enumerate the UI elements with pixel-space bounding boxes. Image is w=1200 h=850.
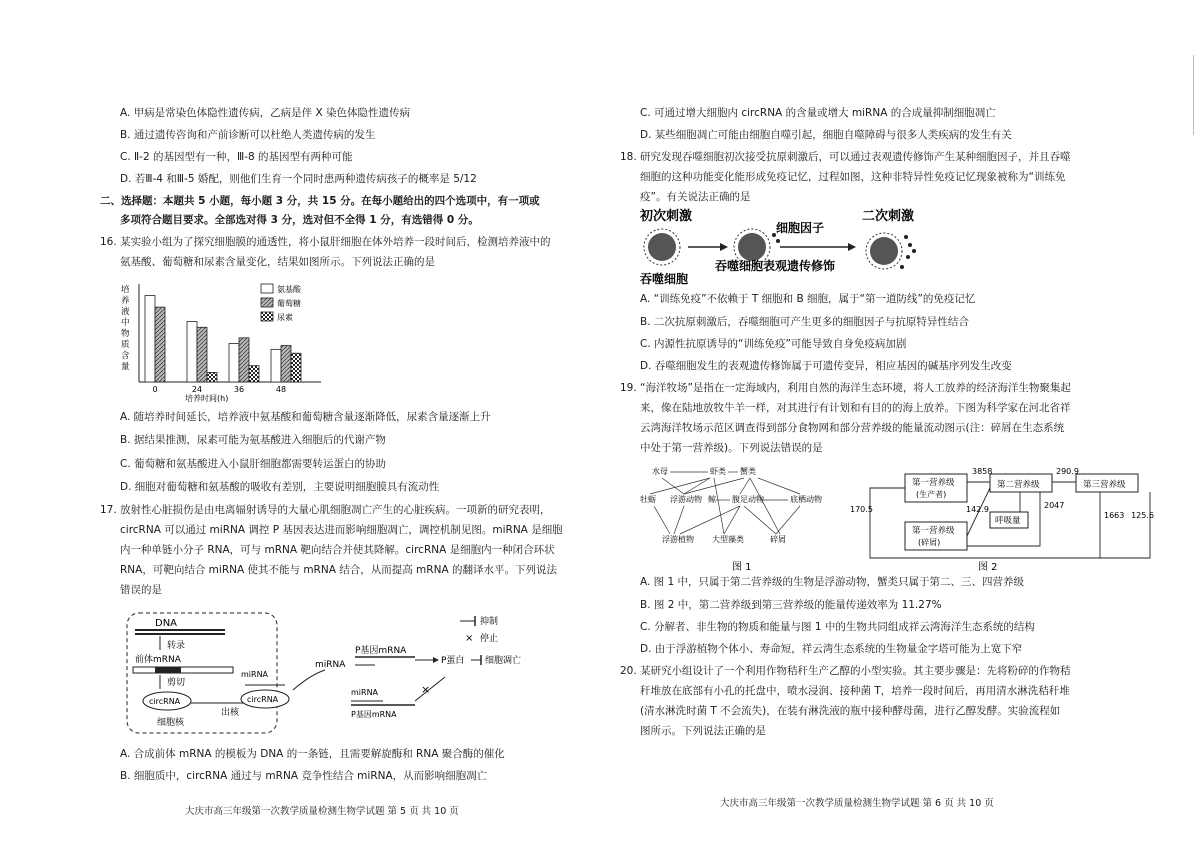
footer-right: 大庆市高三年级第一次教学质量检测生物学试题 第 6 页 共 10 页 bbox=[720, 798, 994, 809]
ylabel-char: 养 bbox=[121, 296, 130, 306]
x-tick-48: 48 bbox=[275, 385, 287, 394]
q19-stem: 19. “海洋牧场”是指在一定海域内，利用自然的海洋生态环境，将人工放养的经济海洋生物聚集起 bbox=[620, 382, 1071, 394]
ylabel-char: 培 bbox=[121, 285, 130, 295]
figure-1-caption: 图 1 bbox=[732, 562, 752, 572]
bound-mirna-label: miRNA bbox=[351, 688, 379, 697]
node-fish: 鲸 bbox=[708, 495, 716, 504]
chart-xlabel: 培养时间(h) bbox=[185, 394, 229, 403]
macrophage-label: 吞噬细胞 bbox=[640, 272, 689, 286]
bar-24h-series-2 bbox=[207, 372, 217, 382]
value-2047: 2047 bbox=[1044, 501, 1065, 510]
q15-option-a: A. 甲病是常染色体隐性遗传病，乙病是伴 X 染色体隐性遗传病 bbox=[120, 107, 411, 119]
legend-label-1: 葡萄糖 bbox=[277, 299, 301, 308]
legend-label-2: 尿素 bbox=[277, 313, 293, 322]
value-170-5: 170.5 bbox=[850, 505, 873, 514]
q18-stem-line2: 细胞的这种功能变化能形成免疫记忆，过程如图，这种非特异性免疫记忆现象被称为“训练免 bbox=[640, 171, 1066, 183]
nucleus-label: 细胞核 bbox=[157, 718, 185, 728]
node-crab: 蟹类 bbox=[740, 467, 756, 476]
section-2-heading-line2: 多项符合题目要求。全部选对得 3 分，选对但不全得 1 分，有选错得 0 分。 bbox=[120, 214, 479, 226]
value-142-9: 142.9 bbox=[966, 505, 989, 514]
q18-training-immunity-diagram bbox=[640, 205, 960, 291]
cytokine-label: 细胞因子 bbox=[776, 221, 825, 235]
legend-label-0: 氨基酸 bbox=[277, 285, 301, 294]
bar-0h-series-0 bbox=[145, 296, 155, 382]
q19-option-a: A. 图 1 中，只属于第二营养级的生物是浮游动物，蟹类只属于第二、三、四营养级 bbox=[640, 576, 1025, 588]
q20-stem-line2: 秆堆放在底部有小孔的托盘中，喷水浸润、接种菌 T，培养一段时间后，再用清水淋洗秸秆堆 bbox=[640, 685, 1070, 697]
complex-mirna-label: miRNA bbox=[241, 670, 269, 679]
bar-48h-series-0 bbox=[271, 349, 281, 382]
apoptosis-label: 细胞凋亡 bbox=[485, 656, 522, 666]
dna-label: DNA bbox=[155, 618, 178, 629]
q16-stem-line2: 氨基酸、葡萄糖和尿素含量变化，结果如图所示。下列说法正确的是 bbox=[120, 256, 435, 268]
p-mrna-label: P基因mRNA bbox=[355, 646, 407, 656]
bar-0h-series-1 bbox=[155, 307, 165, 382]
figure-2-caption: 图 2 bbox=[978, 562, 998, 572]
node-oyster: 牡蛎 bbox=[640, 495, 656, 504]
value-1663: 1663 bbox=[1104, 511, 1125, 520]
q16-option-a: A. 随培养时间延长，培养液中氨基酸和葡萄糖含量逐渐降低，尿素含量逐渐上升 bbox=[120, 411, 491, 423]
modification-label: 吞噬细胞表观遗传修饰 bbox=[715, 259, 836, 273]
q19-stem-line2: 来，像在陆地放牧牛羊一样，对其进行有计划和有目的的海上放养。下图为科学家在河北省祥 bbox=[640, 402, 1071, 414]
legend-swatch-2 bbox=[261, 312, 273, 321]
node-zooplankton: 浮游动物 bbox=[670, 495, 702, 504]
q17-stem-line4: RNA，可靶向结合 miRNA 使其不能与 mRNA 结合，从而提高 mRNA 的翻译水平。下列说法 bbox=[120, 564, 557, 576]
q20-stem-line4: 图所示。下列说法正确的是 bbox=[640, 725, 766, 737]
q16-bar-chart bbox=[115, 278, 375, 408]
q20-stem-line3: (清水淋洗时菌 T 不会流失)，在装有淋洗液的瓶中接种酵母菌，进行乙醇发酵。实验流程如 bbox=[640, 705, 1061, 717]
box-producer-label: 第一营养级 bbox=[912, 478, 955, 488]
pre-mrna-label: 前体mRNA bbox=[135, 655, 181, 665]
ylabel-char: 含 bbox=[121, 351, 130, 361]
circrna-label: circRNA bbox=[149, 697, 181, 706]
arrow-1-head bbox=[720, 243, 728, 251]
q18-stem: 18. 研究发现吞噬细胞初次接受抗原刺激后，可以通过表观遗传修饰产生某种细胞因子，并且吞噬 bbox=[620, 151, 1071, 163]
q17-stem-line5: 错误的是 bbox=[120, 584, 162, 596]
node-phytoplankton: 浮游植物 bbox=[662, 535, 694, 544]
q17-option-b: B. 细胞质中，circRNA 通过与 mRNA 竞争性结合 miRNA，从而影响细胞凋亡 bbox=[120, 770, 488, 782]
node-gastropod: 腹足动物 bbox=[732, 495, 764, 504]
ylabel-char: 质 bbox=[121, 340, 130, 350]
translate-arrowhead bbox=[433, 657, 439, 663]
box-respiration-label: 呼吸量 bbox=[995, 516, 1021, 526]
bar-36h-series-2 bbox=[249, 366, 259, 382]
pre-mrna-strand bbox=[133, 667, 233, 673]
second-stimulus-label: 二次刺激 bbox=[862, 209, 915, 224]
cut-label: 剪切 bbox=[167, 678, 186, 688]
chart-ylabel bbox=[121, 284, 130, 372]
q15-option-b: B. 通过遗传咨询和产前诊断可以杜绝人类遗传病的发生 bbox=[120, 129, 376, 141]
complex-circrna-label: circRNA bbox=[247, 695, 279, 704]
box-third-level-label: 第三营养级 bbox=[1083, 480, 1126, 490]
macrophage-cell-3 bbox=[866, 233, 916, 269]
legend-swatch-0 bbox=[261, 284, 273, 293]
q16-option-c: C. 葡萄糖和氨基酸进入小鼠肝细胞都需要转运蛋白的协助 bbox=[120, 458, 387, 470]
x-tick-24: 24 bbox=[191, 385, 203, 394]
q19-option-d: D. 由于浮游植物个体小、寿命短，祥云湾生态系统的生物量金字塔可能为上宽下窄 bbox=[640, 643, 1023, 655]
ylabel-char: 液 bbox=[121, 307, 130, 317]
value-125-6: 125.6 bbox=[1131, 511, 1154, 520]
bound-p-mrna-label: P基因mRNA bbox=[351, 710, 397, 719]
footer-left: 大庆市高三年级第一次教学质量检测生物学试题 第 5 页 共 10 页 bbox=[185, 806, 459, 817]
q15-option-d: D. 若Ⅲ-4 和Ⅲ-5 婚配，则他们生育一个同时患两种遗传病孩子的概率是 5/12 bbox=[120, 173, 477, 185]
q18-option-b: B. 二次抗原刺激后，吞噬细胞可产生更多的细胞因子与抗原特异性结合 bbox=[640, 316, 969, 328]
q17-option-d: D. 某些细胞凋亡可能由细胞自噬引起，细胞自噬障碍与很多人类疾病的发生有关 bbox=[640, 129, 1012, 141]
page-6 bbox=[600, 0, 1200, 850]
stop-mark-icon: × bbox=[421, 683, 431, 696]
section-2-heading: 二、选择题：本题共 5 小题，每小题 3 分，共 15 分。在每小题给出的四个选项中，有一项或 bbox=[100, 195, 540, 207]
figure-1-food-web bbox=[640, 460, 850, 572]
bar-24h-series-1 bbox=[197, 327, 207, 382]
page-edge-shadow bbox=[1193, 55, 1194, 135]
bar-36h-series-1 bbox=[239, 338, 249, 382]
x-tick-0: 0 bbox=[152, 385, 158, 394]
legend-swatch-1 bbox=[261, 298, 273, 307]
q17-option-a: A. 合成前体 mRNA 的模板为 DNA 的一条链，且需要解旋酶和 RNA 聚合酶的催化 bbox=[120, 748, 505, 760]
q15-option-c: C. Ⅱ-2 的基因型有一种，Ⅲ-8 的基因型有两种可能 bbox=[120, 151, 353, 163]
bar-36h-series-0 bbox=[229, 344, 239, 382]
first-stimulus-label: 初次刺激 bbox=[640, 209, 693, 224]
q19-stem-line4: 中处于第一营养级)。下列说法错误的是 bbox=[640, 442, 823, 454]
q18-stem-line3: 疫”。有关说法正确的是 bbox=[640, 191, 751, 203]
legend-stop-label: 停止 bbox=[480, 634, 499, 644]
node-shrimp: 虾类 bbox=[710, 467, 726, 476]
node-detritus: 碎屑 bbox=[770, 535, 786, 544]
q17-stem-line3: 内一种单链小分子 RNA，可与 mRNA 靶向结合并使其降解。circRNA 是细胞内一种闭合环状 bbox=[120, 544, 555, 556]
box-producer-sublabel: (生产者) bbox=[916, 490, 947, 499]
q18-option-c: C. 内源性抗原诱导的“训练免疫”可能导致自身免疫病加剧 bbox=[640, 338, 907, 350]
p-protein-label: P蛋白 bbox=[441, 656, 465, 666]
legend-inhibit-label: 抑制 bbox=[480, 617, 499, 627]
box-detritus-label: 第一营养级 bbox=[912, 526, 955, 536]
q16-option-b: B. 据结果推测，尿素可能为氨基酸进入细胞后的代谢产物 bbox=[120, 434, 386, 446]
q17-option-c: C. 可通过增大细胞内 circRNA 的含量或增大 miRNA 的合成量抑制细胞凋亡 bbox=[640, 107, 996, 119]
node-macroalgae: 大型藻类 bbox=[712, 535, 744, 544]
arrow-2-head bbox=[848, 243, 856, 251]
mirna-arrow bbox=[293, 670, 325, 690]
q16-stem: 16. 某实验小组为了探究细胞膜的通透性，将小鼠肝细胞在体外培养一段时间后，检测培养液中的 bbox=[100, 236, 551, 248]
x-tick-36: 36 bbox=[233, 385, 245, 394]
bar-48h-series-2 bbox=[291, 353, 301, 382]
transcribe-label: 转录 bbox=[167, 641, 186, 651]
legend-stop-icon: × bbox=[465, 633, 474, 644]
q17-mechanism-diagram bbox=[115, 605, 595, 743]
ylabel-char: 量 bbox=[121, 362, 130, 372]
box-second-level-label: 第二营养级 bbox=[997, 480, 1040, 490]
mirna-label: miRNA bbox=[315, 660, 346, 670]
box-detritus-sublabel: (碎屑) bbox=[918, 538, 941, 547]
bar-48h-series-1 bbox=[281, 346, 291, 382]
figure-2-energy-flow bbox=[850, 460, 1160, 572]
export-label: 出核 bbox=[221, 708, 240, 718]
q20-stem: 20. 某研究小组设计了一个利用作物秸秆生产乙醇的小型实验。其主要步骤是：先将粉碎的作物秸 bbox=[620, 665, 1071, 677]
q17-stem-line2: circRNA 可以通过 miRNA 调控 P 基因表达进而影响细胞凋亡，调控机制见图。miRNA 是细胞 bbox=[120, 524, 563, 536]
value-290-9: 290.9 bbox=[1056, 467, 1079, 476]
q19-option-b: B. 图 2 中，第二营养级到第三营养级的能量传递效率为 11.27% bbox=[640, 599, 942, 611]
q18-option-d: D. 吞噬细胞发生的表观遗传修饰属于可遗传变异，相应基因的碱基序列发生改变 bbox=[640, 360, 1012, 372]
q19-stem-line3: 云湾海洋牧场示范区调查得到部分食物网和部分营养级的能量流动图示(注：碎屑在生态系统 bbox=[640, 422, 1065, 434]
q19-option-c: C. 分解者、非生物的物质和能量与图 1 中的生物共同组成祥云湾海洋生态系统的结构 bbox=[640, 621, 1035, 633]
node-jellyfish: 水母 bbox=[652, 467, 668, 476]
value-3858: 3858 bbox=[972, 467, 993, 476]
q17-stem: 17. 放射性心脏损伤是由电离辐射诱导的大量心肌细胞凋亡产生的心脏疾病。一项新的研究表明， bbox=[100, 504, 551, 516]
macrophage-cell-1 bbox=[644, 229, 680, 265]
exon-block bbox=[155, 667, 181, 673]
ylabel-char: 中 bbox=[121, 318, 130, 328]
bar-24h-series-0 bbox=[187, 322, 197, 382]
ylabel-char: 物 bbox=[121, 329, 130, 339]
node-benthic: 底栖动物 bbox=[790, 495, 822, 504]
q18-option-a: A. “训练免疫”不依赖于 T 细胞和 B 细胞，属于“第一道防线”的免疫记忆 bbox=[640, 293, 976, 305]
q16-option-d: D. 细胞对葡萄糖和氨基酸的吸收有差别，主要说明细胞膜具有流动性 bbox=[120, 481, 440, 493]
